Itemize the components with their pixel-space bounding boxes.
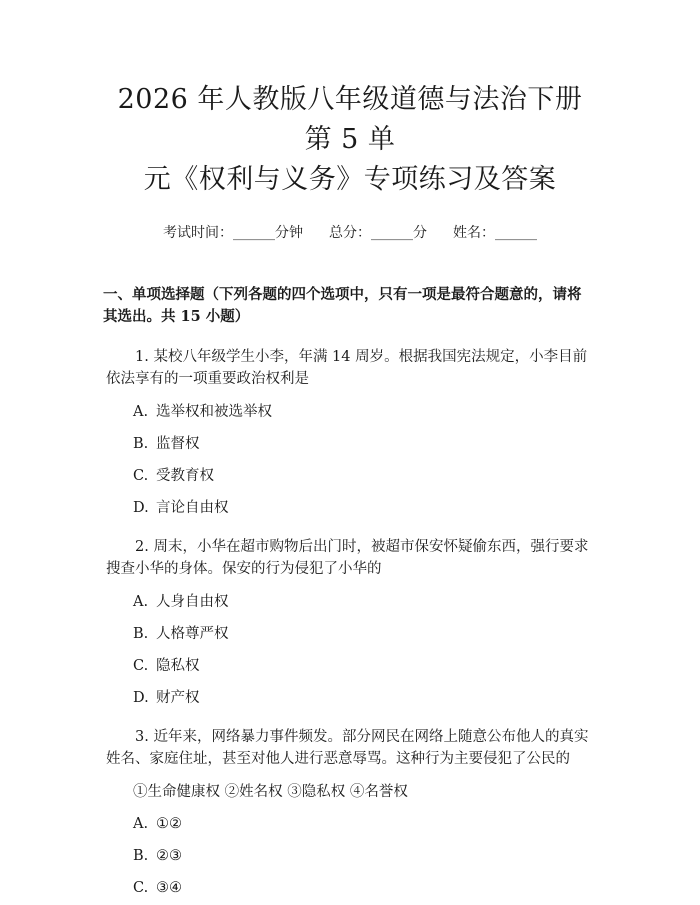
option-text: ②③ [156, 848, 182, 864]
option-text: 财产权 [156, 690, 200, 706]
option-text: 言论自由权 [156, 500, 229, 516]
option-letter: A. [133, 594, 149, 610]
option-text: 人格尊严权 [156, 626, 229, 642]
option-text: 人身自由权 [156, 594, 229, 610]
answer-option [106, 499, 594, 518]
option-letter: B. [133, 848, 149, 864]
answer-option [106, 879, 594, 898]
page-title [106, 0, 594, 200]
option-text: 监督权 [156, 436, 200, 452]
option-letter: D. [133, 690, 149, 706]
option-text: ③④ [156, 880, 182, 896]
answer-option [106, 657, 594, 676]
question-stem: 3. 近年来，网络暴力事件频发。部分网民在网络上随意公布他人的真实姓名、家庭住址，甚至对他人进行恶意辱骂。这种行为主要侵犯了公民的 [106, 729, 589, 767]
answer-option [106, 435, 594, 454]
option-letter: B. [133, 436, 149, 452]
answer-option [106, 403, 594, 422]
answer-option [106, 689, 594, 708]
exam-time-field: 考试时间：______分钟 [163, 225, 303, 241]
option-letter: A. [133, 404, 149, 420]
answer-option [106, 467, 594, 486]
question-stem: 2. 周末，小华在超市购物后出门时，被超市保安怀疑偷东西，强行要求搜查小华的身体。保安的行为侵犯了小华的 [106, 539, 589, 577]
option-letter: A. [133, 816, 149, 832]
answer-option [106, 625, 594, 644]
option-letter: C. [133, 658, 149, 674]
option-text: 隐私权 [156, 658, 200, 674]
option-text: 受教育权 [156, 468, 214, 484]
question-stem: 1. 某校八年级学生小李，年满 14 周岁。根据我国宪法规定，小李目前依法享有的一项重要政治权利是 [106, 349, 588, 387]
title-line-2: 元《权利与义务》专项练习及答案 [143, 164, 557, 195]
answer-option [106, 847, 594, 866]
option-text: 选举权和被选举权 [156, 404, 272, 420]
answer-option [106, 815, 594, 834]
title-line-1: 2026 年人教版八年级道德与法治下册第 5 单 [117, 84, 583, 155]
exam-meta [106, 223, 594, 243]
student-name-field: 姓名：______ [453, 225, 537, 241]
option-letter: B. [133, 626, 149, 642]
option-letter: D. [133, 500, 149, 516]
question-sub-items: ①生命健康权 ②姓名权 ③隐私权 ④名誉权 [133, 784, 408, 800]
option-letter: C. [133, 468, 149, 484]
answer-option [106, 593, 594, 612]
section-heading: 一、单项选择题（下列各题的四个选项中，只有一项是最符合题意的，请将其选出。共 15 小题） [103, 286, 582, 325]
option-letter: C. [133, 880, 149, 896]
total-score-field: 总分：______分 [329, 225, 427, 241]
option-text: ①② [156, 816, 182, 832]
